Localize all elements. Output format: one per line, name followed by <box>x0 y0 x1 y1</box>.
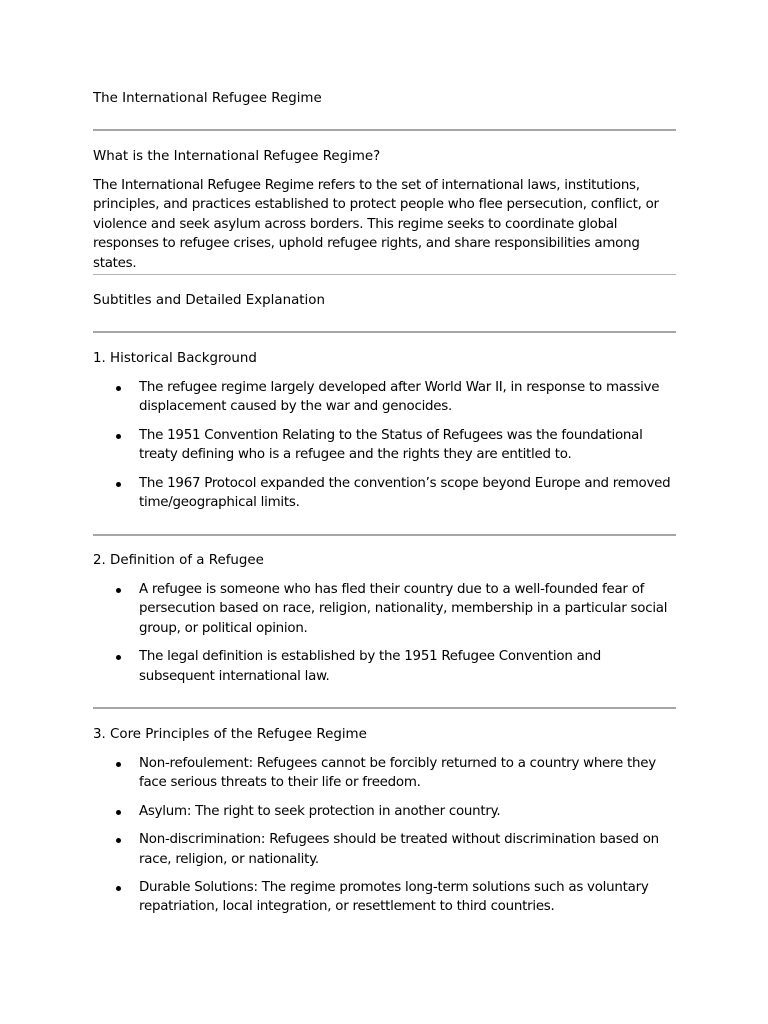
list-item-text: Durable Solutions: The regime promotes long-term solutions such as voluntary repatriation, local integration, or resettlement to third countries. <box>139 880 649 915</box>
list-item-text: The 1967 Protocol expanded the convention’s scope beyond Europe and removed time/geographical limits. <box>139 475 671 511</box>
list-item-text: The 1951 Convention Relating to the Status of Refugees was the foundational treaty defining who is a refugee and the rights they are entitled to. <box>139 427 643 463</box>
section-heading-definition: 2. Definition of a Refugee <box>93 553 264 568</box>
list-item-text: Asylum: The right to seek protection in another country. <box>139 803 501 819</box>
bullet-icon <box>116 434 121 439</box>
list-item-text: The legal definition is established by the 1951 Refugee Convention and subsequent international law. <box>139 649 602 684</box>
intro-heading: What is the International Refugee Regime? <box>93 149 381 164</box>
bullet-list-historical-background <box>93 378 676 521</box>
bullet-icon <box>116 482 121 487</box>
bullet-icon <box>116 386 121 391</box>
bullet-icon <box>116 655 121 660</box>
list-item-text: Non-refoulement: Refugees cannot be forcibly returned to a country where they face serious threats to their life or freedom. <box>139 756 656 791</box>
list-item <box>93 426 676 465</box>
divider <box>93 534 676 536</box>
section-heading-historical-background: 1. Historical Background <box>93 351 257 366</box>
bullet-icon <box>116 886 121 891</box>
bullet-list-core-principles <box>93 754 676 926</box>
list-item-text: A refugee is someone who has fled their country due to a well-founded fear of persecution based on race, religion, nationality, membership in a particular social group, or political opinion. <box>139 582 668 636</box>
list-item <box>93 754 676 793</box>
subtitles-heading: Subtitles and Detailed Explanation <box>93 293 325 308</box>
list-item <box>93 647 676 686</box>
bullet-icon <box>116 810 121 815</box>
divider <box>93 707 676 709</box>
intro-paragraph: The International Refugee Regime refers to the set of international laws, institutions, principles, and practices established to protect people who flee persecution, conflict, or violence and seek asylum across borders. This regime seeks to coordinate global responses to refugee crises, uphold refugee rights, and share responsibilities among states. <box>93 178 659 271</box>
divider <box>93 129 676 131</box>
list-item <box>93 802 676 821</box>
bullet-icon <box>116 838 121 843</box>
list-item <box>93 830 676 869</box>
bullet-list-definition <box>93 580 676 695</box>
divider <box>93 331 676 333</box>
list-item <box>93 580 676 638</box>
list-item <box>93 878 676 917</box>
list-item-text: The refugee regime largely developed after World War II, in response to massive displacement caused by the war and genocides. <box>139 380 660 415</box>
section-heading-core-principles: 3. Core Principles of the Refugee Regime <box>93 727 367 742</box>
list-item <box>93 378 676 417</box>
list-item-text: Non-discrimination: Refugees should be treated without discrimination based on race, religion, or nationality. <box>139 832 659 867</box>
divider <box>93 274 676 275</box>
list-item <box>93 474 676 513</box>
bullet-icon <box>116 762 121 767</box>
bullet-icon <box>116 588 121 593</box>
document-title: The International Refugee Regime <box>93 91 322 106</box>
